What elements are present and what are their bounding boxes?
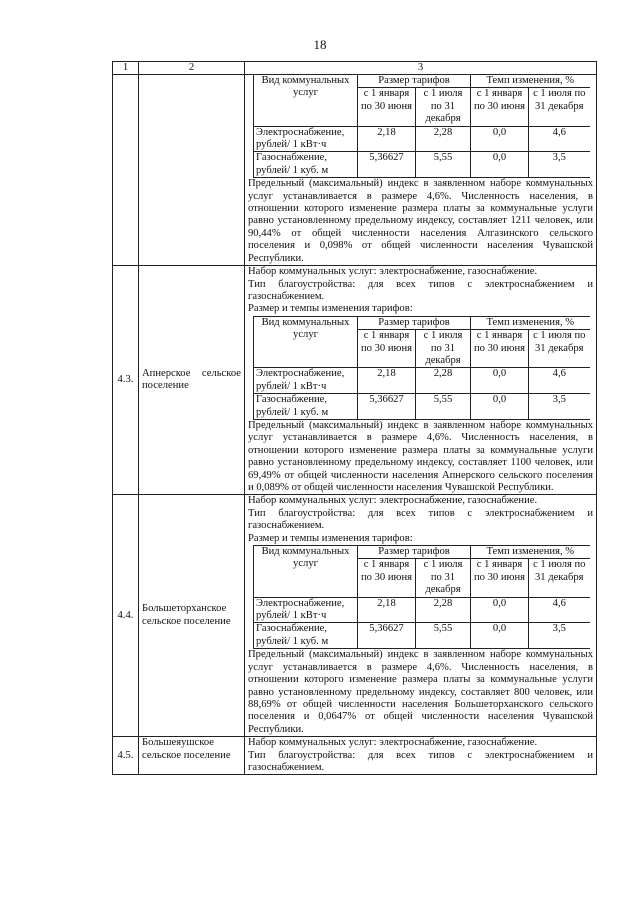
tariff-service: Газоснабжение, рублей/ 1 куб. м	[254, 152, 358, 178]
rate-value: 3,5	[529, 623, 590, 649]
tariff-header-service: Вид коммунальных услуг	[254, 316, 358, 368]
rate-value: 0,0	[471, 126, 529, 152]
rate-header-period2: с 1 июля по 31 декабря	[529, 88, 590, 126]
tariffs-line: Размер и темпы изменения тарифов:	[248, 303, 413, 315]
rate-value: 0,0	[471, 368, 529, 394]
tariff-header-period2: с 1 июля по 31 декабря	[416, 559, 471, 597]
rate-value: 0,0	[471, 597, 529, 623]
index-summary: Предельный (максимальный) индекс в заявленном наборе коммунальных услуг устанавливается в размере 4,6%. Численность населения, в отношении которого изменение размера платы за коммунальные услуги равно установленному предельному индексу, составляет 800 человек, или 88,69% от общей численности населения Большеторханского сельского поселения и 0,0647% от общей численности населения Чувашской Республики.	[248, 649, 593, 735]
tariffs-line: Размер и темпы изменения тарифов:	[248, 532, 413, 544]
rate-header-period1: с 1 января по 30 июня	[471, 330, 529, 368]
table-row	[113, 495, 597, 737]
rate-value: 0,0	[471, 623, 529, 649]
row-content	[245, 495, 597, 737]
tariff-value: 2,28	[416, 597, 471, 623]
improvement-line: Тип благоустройства: для всех типов с электроснабжением и газоснабжением.	[248, 507, 593, 532]
tariff-value: 2,18	[358, 368, 416, 394]
tariff-value: 2,28	[416, 126, 471, 152]
tariff-header-period1: с 1 января по 30 июня	[358, 330, 416, 368]
settlement-name	[139, 75, 245, 266]
column-number-row	[113, 62, 597, 75]
tariff-service: Электроснабжение, рублей/ 1 кВт·ч	[254, 368, 358, 394]
rate-header-period2: с 1 июля по 31 декабря	[529, 330, 590, 368]
tariff-header-period1: с 1 января по 30 июня	[358, 559, 416, 597]
tariff-table	[253, 316, 590, 420]
column-header-1: 1	[113, 62, 139, 75]
rate-value: 3,5	[529, 152, 590, 178]
services-line: Набор коммунальных услуг: электроснабжение, газоснабжение.	[248, 495, 538, 507]
row-number: 4.3.	[113, 266, 139, 495]
tariff-header-period2: с 1 июля по 31 декабря	[416, 330, 471, 368]
table-row	[113, 266, 597, 495]
index-summary: Предельный (максимальный) индекс в заявленном наборе коммунальных услуг устанавливается в размере 4,6%. Численность населения, в отношении которого изменение размера платы за коммунальные услуги равно установленному предельному индексу, составляет 1211 человек, или 90,44% от общей численности населения Алгазинского сельского поселения и 0,098% от общей численности населения Чувашской Республики.	[248, 178, 593, 264]
settlement-name: Большеторханское сельское поселение	[139, 495, 245, 737]
row-number: 4.5.	[113, 737, 139, 775]
tariff-table	[253, 75, 590, 178]
tariff-value: 2,18	[358, 126, 416, 152]
tariff-header-rate: Темп изменения, %	[471, 316, 590, 329]
settlement-name: Апнерское сельское поселение	[139, 266, 245, 495]
row-number	[113, 75, 139, 266]
tariff-header-size: Размер тарифов	[358, 546, 471, 559]
rate-value: 3,5	[529, 394, 590, 420]
column-header-3: 3	[245, 62, 597, 75]
rate-header-period1: с 1 января по 30 июня	[471, 88, 529, 126]
tariff-value: 2,18	[358, 597, 416, 623]
row-content	[245, 737, 597, 775]
rate-header-period1: с 1 января по 30 июня	[471, 559, 529, 597]
services-line: Набор коммунальных услуг: электроснабжение, газоснабжение.	[248, 737, 538, 749]
tariff-service: Электроснабжение, рублей/ 1 кВт·ч	[254, 126, 358, 152]
index-summary: Предельный (максимальный) индекс в заявленном наборе коммунальных услуг устанавливается в размере 4,6%. Численность населения, в отношении которого изменение размера платы за коммунальные услуги равно установленному предельному индексу, составляет 1100 человек, или 69,49% от общей численности населения Апнерского сельского поселения и 0,089% от общей численности населения Чувашской Республики.	[248, 419, 593, 493]
tariff-value: 2,28	[416, 368, 471, 394]
tariff-service: Газоснабжение, рублей/ 1 куб. м	[254, 623, 358, 649]
rate-value: 4,6	[529, 126, 590, 152]
rate-header-period2: с 1 июля по 31 декабря	[529, 559, 590, 597]
row-number: 4.4.	[113, 495, 139, 737]
rate-value: 4,6	[529, 368, 590, 394]
rate-value: 0,0	[471, 394, 529, 420]
settlement-name: Большеяушское сельское поселение	[139, 737, 245, 775]
tariff-header-rate: Темп изменения, %	[471, 75, 590, 88]
table-row	[113, 737, 597, 775]
page-number: 18	[313, 37, 327, 52]
tariff-value: 5,55	[416, 394, 471, 420]
rate-value: 4,6	[529, 597, 590, 623]
row-content	[245, 75, 597, 266]
services-line: Набор коммунальных услуг: электроснабжение, газоснабжение.	[248, 266, 538, 278]
tariff-header-service: Вид коммунальных услуг	[254, 546, 358, 598]
tariff-header-rate: Темп изменения, %	[471, 546, 590, 559]
tariff-header-size: Размер тарифов	[358, 316, 471, 329]
tariff-value: 5,55	[416, 623, 471, 649]
tariff-table	[253, 545, 590, 649]
tariff-service: Газоснабжение, рублей/ 1 куб. м	[254, 394, 358, 420]
column-header-2: 2	[139, 62, 245, 75]
improvement-line: Тип благоустройства: для всех типов с электроснабжением и газоснабжением.	[248, 278, 593, 302]
tariff-value: 5,36627	[358, 394, 416, 420]
rate-value: 0,0	[471, 152, 529, 178]
row-content	[245, 266, 597, 495]
municipal-tariffs-table	[112, 61, 597, 775]
tariff-header-period1: с 1 января по 30 июня	[358, 88, 416, 126]
tariff-value: 5,55	[416, 152, 471, 178]
tariff-header-period2: с 1 июля по 31 декабря	[416, 88, 471, 126]
tariff-header-service: Вид коммунальных услуг	[254, 75, 358, 126]
tariff-value: 5,36627	[358, 152, 416, 178]
tariff-service: Электроснабжение, рублей/ 1 кВт·ч	[254, 597, 358, 623]
table-row	[113, 75, 597, 266]
improvement-line: Тип благоустройства: для всех типов с электроснабжением и газоснабжением.	[248, 749, 593, 773]
tariff-value: 5,36627	[358, 623, 416, 649]
tariff-header-size: Размер тарифов	[358, 75, 471, 88]
